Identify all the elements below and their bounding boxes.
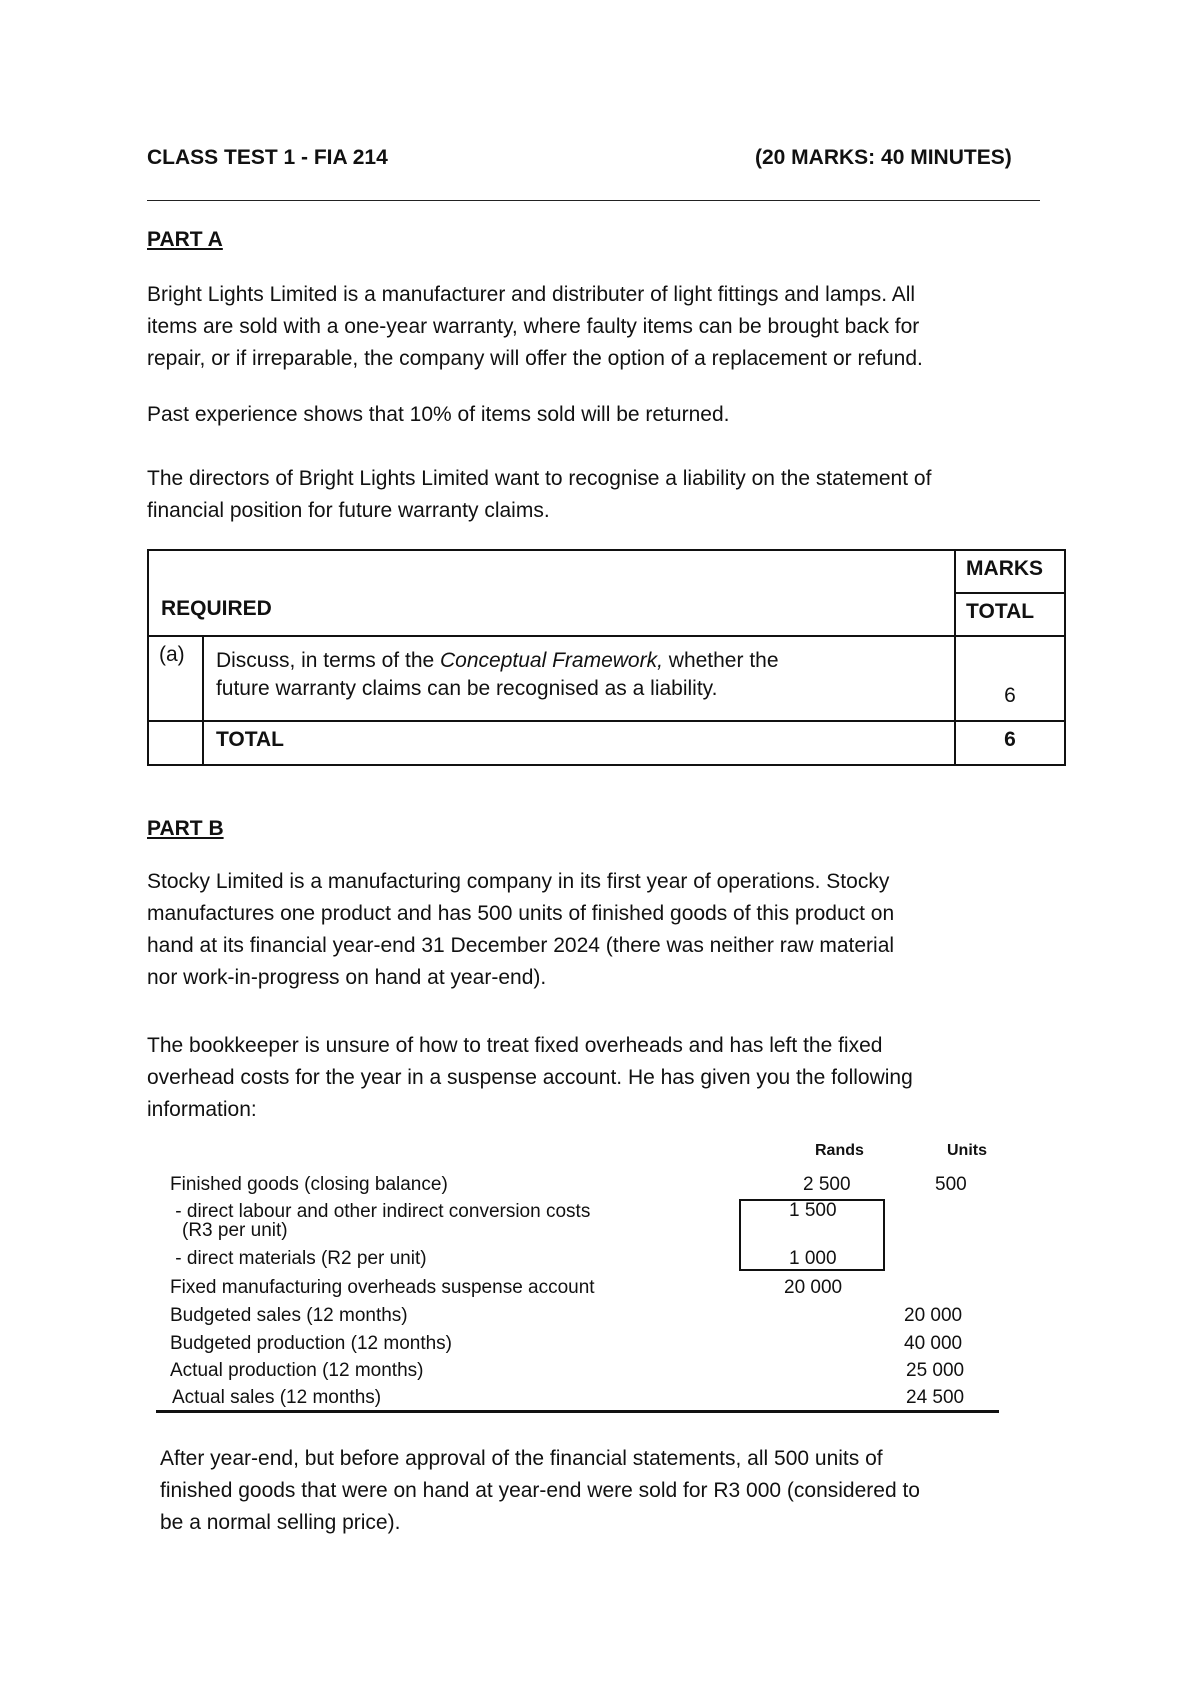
empty-cell (148, 721, 203, 765)
info-row-label: Budgeted sales (12 months) (170, 1305, 408, 1326)
total-heading: TOTAL (955, 593, 1065, 636)
text-line: Bright Lights Limited is a manufacturer and distributer of light fittings and lamps. All (147, 283, 916, 306)
marks-heading: MARKS (955, 550, 1065, 593)
info-row-label: Finished goods (closing balance) (170, 1174, 448, 1195)
required-heading: REQUIRED (161, 597, 272, 620)
text-line: financial position for future warranty claims. (147, 499, 550, 522)
info-row-rands: 1 000 (789, 1248, 837, 1269)
text-line: manufactures one product and has 500 units of finished goods of this product on (147, 902, 895, 925)
info-row-units: 24 500 (906, 1387, 965, 1408)
text-line: Stocky Limited is a manufacturing company in its first year of operations. Stocky (147, 870, 890, 893)
info-row-rands: 1 500 (789, 1200, 837, 1221)
header-divider (147, 200, 1040, 201)
part-a-paragraph-3 (147, 463, 1047, 527)
info-row-label: - direct labour and other indirect conversion costs (170, 1201, 591, 1222)
item-letter: (a) (148, 636, 203, 721)
info-row-units: 500 (935, 1174, 967, 1195)
info-row-rands: 20 000 (784, 1277, 843, 1298)
question-emphasis: Conceptual Framework, (440, 649, 663, 672)
rands-column-header: Rands (815, 1142, 864, 1159)
info-row-units: 25 000 (906, 1360, 965, 1381)
item-marks: 6 (955, 636, 1065, 721)
part-b-paragraph-1 (147, 866, 1047, 994)
text-line: overhead costs for the year in a suspense account. He has given you the following (147, 1066, 913, 1089)
text-line: nor work-in-progress on hand at year-end). (147, 966, 547, 989)
text-line: information: (147, 1098, 257, 1121)
text-line: The directors of Bright Lights Limited want to recognise a liability on the statement of (147, 467, 932, 490)
info-row-label: Actual production (12 months) (170, 1360, 424, 1381)
info-row-units: 20 000 (904, 1305, 963, 1326)
table-bottom-rule (156, 1410, 999, 1413)
part-b-paragraph-2 (147, 1030, 1047, 1126)
question-text: future warranty claims can be recognised as a liability. (215, 677, 718, 700)
test-marks-time: (20 MARKS: 40 MINUTES) (755, 146, 1012, 169)
part-a-heading: PART A (147, 228, 223, 251)
info-row-label: - direct materials (R2 per unit) (170, 1248, 427, 1269)
info-row-units: 40 000 (904, 1333, 963, 1354)
info-row-label-continued: (R3 per unit) (182, 1220, 288, 1241)
text-line: be a normal selling price). (160, 1511, 401, 1534)
text-line: Past experience shows that 10% of items sold will be returned. (147, 403, 730, 426)
total-row-label: TOTAL (203, 721, 955, 765)
info-row-label: Actual sales (12 months) (172, 1387, 382, 1408)
test-title: CLASS TEST 1 - FIA 214 (147, 146, 388, 169)
required-heading-cell (148, 550, 955, 636)
info-row-label: Fixed manufacturing overheads suspense account (170, 1277, 595, 1298)
text-line: hand at its financial year-end 31 December 2024 (there was neither raw material (147, 934, 895, 957)
total-row-marks: 6 (955, 721, 1065, 765)
text-line: The bookkeeper is unsure of how to treat fixed overheads and has left the fixed (147, 1034, 883, 1057)
question-text: whether the (662, 649, 779, 672)
units-column-header: Units (947, 1142, 987, 1159)
text-line: finished goods that were on hand at year-end were sold for R3 000 (considered to (160, 1479, 920, 1502)
part-a-paragraph-2 (147, 399, 1047, 431)
info-row-label: Budgeted production (12 months) (170, 1333, 453, 1354)
part-b-paragraph-3 (160, 1443, 1060, 1539)
part-a-paragraph-1 (147, 279, 1047, 375)
part-b-heading: PART B (147, 817, 224, 840)
required-table (147, 549, 1066, 766)
cost-components-box (739, 1199, 885, 1271)
text-line: items are sold with a one-year warranty, where faulty items can be brought back for (147, 315, 920, 338)
item-question (203, 636, 955, 721)
text-line: After year-end, but before approval of the financial statements, all 500 units of (160, 1447, 883, 1470)
question-text: Discuss, in terms of the (215, 649, 441, 672)
text-line: repair, or if irreparable, the company will offer the option of a replacement or refund. (147, 347, 923, 370)
info-row-rands: 2 500 (803, 1174, 851, 1195)
